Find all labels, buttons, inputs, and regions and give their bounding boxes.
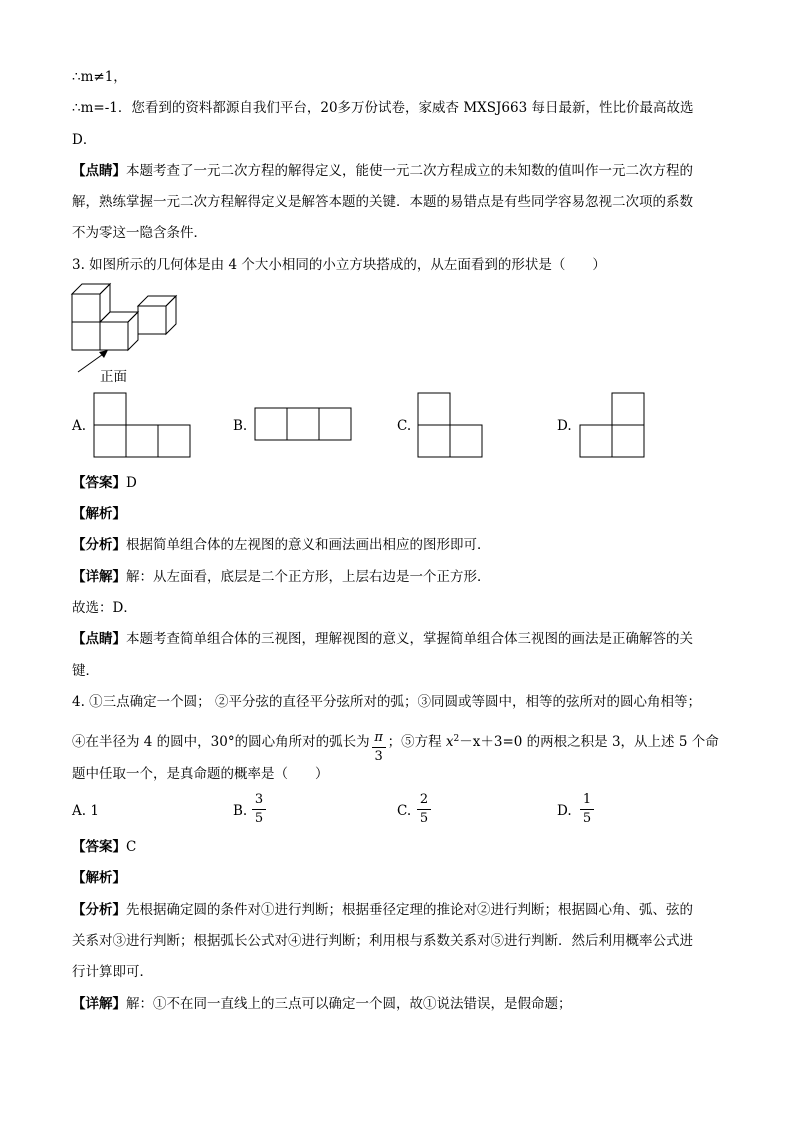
text-line: 关系对③进行判断；根据弧长公式对④进行判断；利用根与系数关系对⑤进行判断．然后利用概率公式进 xyxy=(72,933,693,949)
text-span: 本题考查了一元二次方程的解得定义，能使一元二次方程成立的未知数的值叫作一元二次方程的 xyxy=(126,163,693,179)
text-line xyxy=(72,995,572,1013)
fraction-denominator: 5 xyxy=(582,811,592,826)
fraction-bar xyxy=(417,809,431,810)
question-4-stem: 题中任取一个，是真命题的概率是（ ） xyxy=(72,766,329,782)
text-span: －x＋3=0 的两根之积是 3，从上述 5 个命 xyxy=(459,734,719,750)
text-line xyxy=(72,568,491,586)
fraction-denominator: 3 xyxy=(374,749,383,764)
option-d-fraction xyxy=(580,792,594,827)
section-tag: 【点睛】 xyxy=(72,631,126,647)
answer-value: D xyxy=(126,475,137,491)
fraction-numerator: π xyxy=(374,730,383,745)
text-span: 解：①不在同一直线上的三点可以确定一个圆，故①说法错误，是假命题； xyxy=(126,996,572,1012)
fraction-numerator: 3 xyxy=(254,792,264,807)
fraction-bar xyxy=(252,809,266,810)
text-span: 解：从左面看，底层是二个正方形，上层右边是一个正方形． xyxy=(126,569,491,585)
fraction xyxy=(372,730,386,765)
fraction-bar xyxy=(580,809,594,810)
text-span: 本题考查简单组合体的三视图，理解视图的意义，掌握简单组合体三视图的画法是正确解答的关 xyxy=(126,631,693,647)
answer-3 xyxy=(72,474,137,492)
question-3-stem: 3. 如图所示的几何体是由 4 个大小相同的小立方块搭成的，从左面看到的形状是（ ） xyxy=(72,257,606,273)
text-line: 不为零这一隐含条件． xyxy=(72,225,207,241)
section-tag: 【分析】 xyxy=(72,537,126,553)
question-4-stem: 4. ①三点确定一个圆； ②平分弦的直径平分弦所对的弧；③同圆或等圆中，相等的弦所对的圆心角相等； xyxy=(72,694,701,710)
fraction-bar xyxy=(372,747,386,748)
section-tag: 【详解】 xyxy=(72,569,126,585)
text-line: 故选：D． xyxy=(72,600,137,616)
option-d-label: D. xyxy=(557,803,572,819)
text-line xyxy=(72,901,693,919)
text-line: 键． xyxy=(72,663,99,679)
option-a-text: A. 1 xyxy=(72,803,99,819)
text-span: 先根据确定圆的条件对①进行判断；根据垂径定理的推论对②进行判断；根据圆心角、弧、弦的 xyxy=(126,902,693,918)
text-line xyxy=(72,536,491,554)
fraction-denominator: 5 xyxy=(254,811,264,826)
front-label: 正面 xyxy=(100,369,127,385)
section-tag: 【解析】 xyxy=(72,870,126,886)
option-b-label: B. xyxy=(233,803,248,819)
section-tag: 【答案】 xyxy=(72,839,126,855)
section-tag: 【分析】 xyxy=(72,902,126,918)
text-span: ④在半径为 4 的圆中，30°的圆心角所对的弧长为 xyxy=(72,734,370,750)
fraction-denominator: 5 xyxy=(419,811,429,826)
answer-4 xyxy=(72,838,136,856)
text-span: 根据简单组合体的左视图的意义和画法画出相应的图形即可． xyxy=(126,537,491,553)
option-b-label: B. xyxy=(233,418,248,434)
math-exponent: 2 xyxy=(453,734,460,744)
option-b-fraction xyxy=(252,792,266,827)
question-4-stem xyxy=(72,730,719,764)
text-line: D． xyxy=(72,132,97,148)
section-tag: 【答案】 xyxy=(72,475,126,491)
option-d-label: D. xyxy=(557,418,572,434)
text-line: 解，熟练掌握一元二次方程解得定义是解答本题的关键．本题的易错点是有些同学容易忽视二次项的系数 xyxy=(72,194,693,210)
option-c-label: C. xyxy=(397,418,412,434)
section-tag: 【详解】 xyxy=(72,996,126,1012)
section-tag: 【解析】 xyxy=(72,506,126,522)
section-tag: 【点睛】 xyxy=(72,163,126,179)
text-line: 行计算即可． xyxy=(72,964,153,980)
text-line: ∴m=-1．您看到的资料都源自我们平台，20多万份试卷，家威杏 MXSJ663 每日最新，性比价最高故选 xyxy=(72,100,694,116)
option-c-fraction xyxy=(417,792,431,827)
text-span: ；⑤方程 xyxy=(387,734,446,750)
fraction-numerator: 1 xyxy=(582,792,592,807)
option-a-label: A. xyxy=(72,418,87,434)
text-line xyxy=(72,630,693,648)
math-var: x xyxy=(445,734,454,750)
fraction-numerator: 2 xyxy=(419,792,429,807)
answer-value: C xyxy=(126,839,137,855)
text-line: ∴m≠1， xyxy=(72,69,127,85)
option-c-label: C. xyxy=(397,803,412,819)
